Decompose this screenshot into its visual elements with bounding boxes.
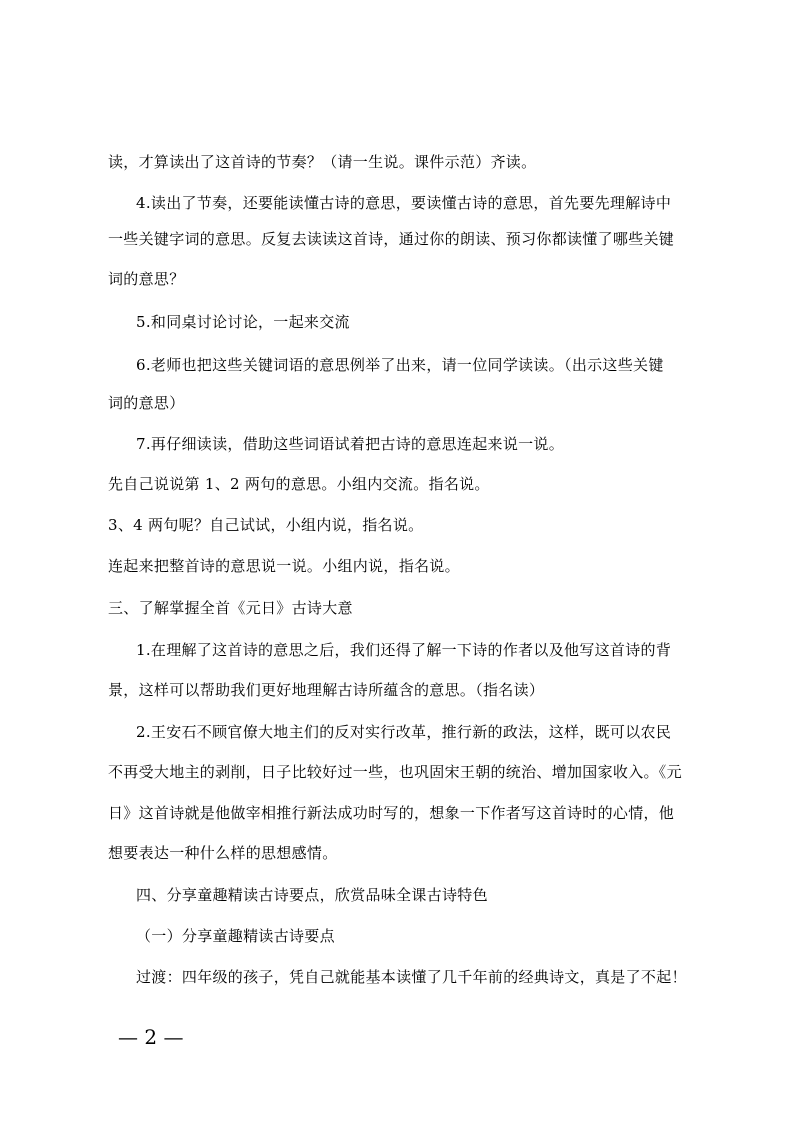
subsection-heading-1: （一）分享童趣精读古诗要点 [136, 927, 335, 945]
text-line-2: 4.读出了节奏，还要能读懂古诗的意思，要读懂古诗的意思，首先要先理解诗中 [136, 194, 672, 212]
text-line-17: 日》这首诗就是他做宰相推行新法成功时写的，想象一下作者写这首诗时的心情，他 [108, 804, 675, 822]
text-line-1: 读，才算读出了这首诗的节奏？（请一生说。课件示范）齐读。 [108, 153, 537, 171]
text-line-15: 2.王安石不顾官僚大地主们的反对实行改革，推行新的政法，这样，既可以农民 [136, 723, 672, 741]
text-line-5: 5.和同桌讨论讨论，一起来交流 [136, 313, 350, 331]
text-line-4: 词的意思？ [108, 270, 185, 288]
page-number: — 2 — [118, 1025, 184, 1049]
text-line-13: 1.在理解了这首诗的意思之后，我们还得了解一下诗的作者以及他写这首诗的背 [136, 641, 672, 659]
text-line-10: 3、4 两句呢？自己试试，小组内说，指名说。 [108, 516, 424, 534]
text-line-14: 景，这样可以帮助我们更好地理解古诗所蕴含的意思。（指名读） [108, 681, 545, 699]
section-heading-4: 四、分享童趣精读古诗要点，欣赏品味全课古诗特色 [136, 886, 488, 904]
text-line-7: 词的意思） [108, 394, 185, 412]
text-line-8: 7.再仔细读读，借助这些词语试着把古诗的意思连起来说一说。 [136, 435, 565, 453]
section-heading-3: 三、了解掌握全首《元日》古诗大意 [108, 599, 353, 617]
text-line-18: 想要表达一种什么样的思想感情。 [108, 844, 338, 862]
text-line-11: 连起来把整首诗的意思说一说。小组内说，指名说。 [108, 557, 460, 575]
text-line-21: 过渡：四年级的孩子，凭自己就能基本读懂了几千年前的经典诗文，真是了不起！ [136, 968, 687, 986]
text-line-3: 一些关键字词的意思。反复去读读这首诗，通过你的朗读、预习你都读懂了哪些关键 [108, 230, 675, 248]
text-line-9: 先自己说说第 1、2 两句的意思。小组内交流。指名说。 [108, 475, 490, 493]
text-line-6: 6.老师也把这些关键词语的意思例举了出来，请一位同学读读。（出示这些关键 [136, 356, 664, 374]
text-line-16: 不再受大地主的剥削，日子比较好过一些，也巩固宋王朝的统治、增加国家收入。《元 [108, 763, 682, 781]
